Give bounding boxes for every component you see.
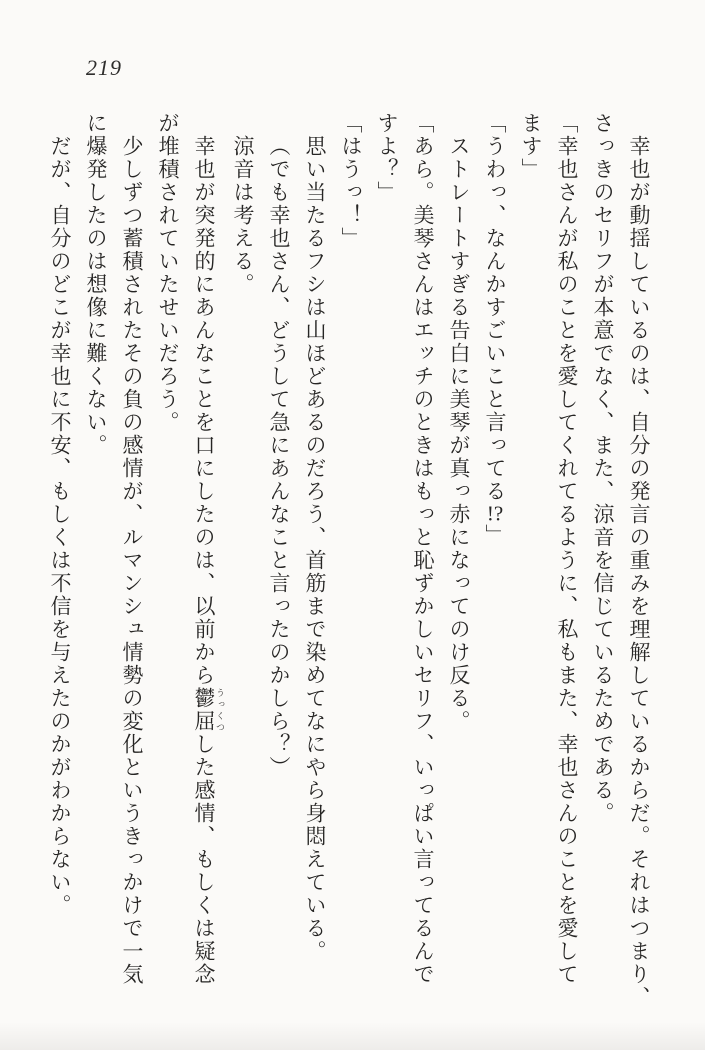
text-line: すよ？」 [375,112,399,204]
text-line: さっきのセリフが本意でなく、また、涼音を信じているためである。 [591,112,615,825]
text-line: 「はうっ！」 [339,112,363,250]
text-line: が堆積されていたせいだろう。 [156,112,180,434]
text-line: 幸也が動揺しているのは、自分の発言の重みを理解しているからだ。それはつまり、 [627,135,651,1009]
text-line: 少しずつ蓄積されたその負の感情が、ルマンシュ情勢の変化というきっかけで一気 [120,135,144,986]
text-line: に爆発したのは想像に難くない。 [84,112,108,457]
text-line: 思い当たるフシは山ほどあるのだろう、首筋まで染めてなにやら身悶えている。 [303,135,327,963]
text-line: だが、自分のどこが幸也に不安、もしくは不信を与えたのかがわからない。 [48,135,72,917]
text-line: 涼音は考える。 [231,135,255,296]
tate-chu-yoko: !? [486,503,504,524]
text-line: ストレートすぎる告白に美琴が真っ赤になってのけ反る。 [447,135,471,733]
text-line: （でも幸也さん、どうして急にあんなこと言ったのかしら？） [267,135,291,779]
text-line: ます」 [519,112,543,181]
page-number: 219 [86,55,122,80]
text-line: 「うわっ、なんかすごいこと言ってる!?」 [483,112,507,547]
text-line: 「幸也さんが私のことを愛してくれてるように、私もまた、幸也さんのことを愛して [555,112,579,986]
text-line: 「あら。美琴さんはエッチのときはもっと恥ずかしいセリフ、いっぱい言ってるんで [411,112,435,986]
ruby-annotated-word: 鬱屈 うっくつ [192,687,225,733]
text-line: 幸也が突発的にあんなことを口にしたのは、以前から鬱屈 うっくつした感情、もしくは疑念 [192,135,225,986]
text-columns [37,112,657,1017]
